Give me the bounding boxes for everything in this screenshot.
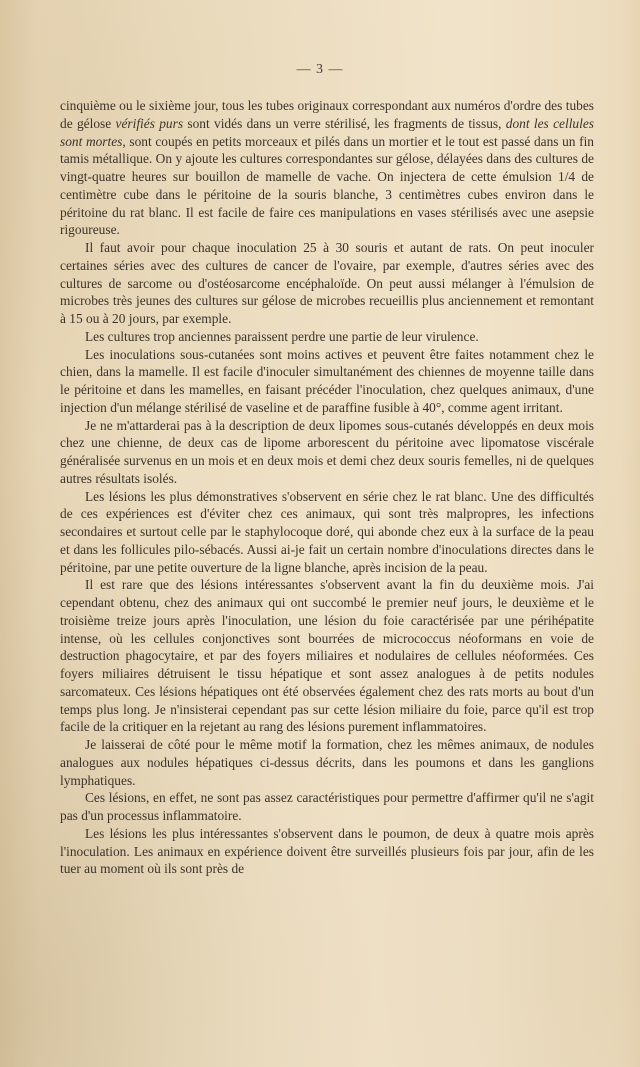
- paragraph-8: Je laisserai de côté pour le même motif la formation, chez les mêmes animaux, de nodules analogues aux nodules hépatiques ci-dessus décrits, dans les poumons et dans les ganglions lymphatiques.: [60, 737, 594, 788]
- paragraph-1-text-a: cinquième ou le sixième jour, tous les tubes originaux correspondant aux numéros d'ordre des tubes de gélose: [60, 98, 594, 131]
- paragraph-1: [60, 97, 594, 239]
- page-number: — 3 —: [296, 62, 344, 77]
- paragraph-3: Les cultures trop anciennes paraissent perdre une partie de leur virulence.: [85, 328, 479, 344]
- paragraph-1-italic-verifies-purs: vérifiés purs: [115, 115, 184, 131]
- body-text: [60, 97, 594, 878]
- paragraph-1-text-e: , sont coupés en petits morceaux et pilés dans un mortier et le tout est passé dans un fin tamis métallique. On y ajoute les cultures correspondantes sur gélose, délayées dans des cultures de vingt-quatre heures sur bouillon de mamelle de vache. On injectera de cette émulsion 1/4 de centimètre cube dans le péritoine de la souris blanche, 3 centimètres cubes environ dans le péritoine du rat blanc. Il est facile de faire ces manipulations en vases stérilisés avec une asepsie rigoureuse.: [60, 133, 594, 238]
- paragraph-4: Les inoculations sous-cutanées sont moins actives et peuvent être faites notamment chez le chien, dans la mamelle. Il est facile d'inoculer simultanément des chiennes de moyenne taille dans le péritoine et dans les mamelles, en faisant précéder l'inoculation, chez quelques animaux, d'une injection d'un mélange stérilisé de vaseline et de paraffine fusible à 40°, comme agent irritant.: [60, 346, 594, 415]
- paragraph-10: Les lésions les plus intéressantes s'observent dans le poumon, de deux à quatre mois après l'inoculation. Les animaux en expérience doivent être surveillés plusieurs fois par jour, afin de les tuer au moment où ils sont près de: [60, 825, 594, 877]
- paragraph-6: Les lésions les plus démonstratives s'observent en série chez le rat blanc. Une des difficultés de ces expériences est d'éviter chez ces animaux, qui sont très malpropres, les infections secondaires et surtout celle par le staphylocoque doré, qui abonde chez eux à la surface de la peau et dans les follicules pilo-sébacés. Aussi ai-je fait un certain nombre d'inoculations directes dans le péritoine, par une petite ouverture de la ligne blanche, après incision de la peau.: [60, 488, 594, 575]
- paragraph-1-italic-cellules-mortes: dont les cellules sont mortes: [60, 115, 594, 149]
- paragraph-1-text-c: sont vidés dans un verre stérilisé, les fragments de tissus,: [183, 115, 506, 131]
- paragraph-5: Je ne m'attarderai pas à la description de deux lipomes sous-cutanés développés en deux mois chez une chienne, de deux cas de lipome arborescent du péritoine avec lipomatose viscérale généralisée survenus en un mois et en deux mois et demi chez deux souris femelles, ni de quelques autres résultats isolés.: [60, 417, 594, 486]
- paragraph-2: Il faut avoir pour chaque inoculation 25 à 30 souris et autant de rats. On peut inoculer certaines séries avec des cultures de cancer de l'ovaire, par exemple, d'autres séries avec des cultures de sarcome ou d'ostéosarcome encéphaloïde. On peut aussi mélanger à l'émulsion de microbes très jeunes des cultures sur gélose de microbes recueillis plus anciennement et remontant à 15 ou à 20 jours, par exemple.: [60, 240, 594, 326]
- paragraph-9: Ces lésions, en effet, ne sont pas assez caractéristiques pour permettre d'affirmer qu'il ne s'agit pas d'un processus inflammatoire.: [60, 790, 594, 823]
- paragraph-7: Il est rare que des lésions intéressantes s'observent avant la fin du deuxième mois. J'ai cependant obtenu, chez des animaux qui ont succombé le premier neuf jours, le deuxième et le troisième treize jours après l'inoculation, une lésion du foie caractérisée par une périhépatite intense, où les cellules conjonctives sont bourrées de micrococcus néoformans en voie de destruction phagocytaire, et par des foyers miliaires et nodulaires de cellules néoformées. Ces foyers miliaires détruisent le tissu hépatique et sont assez analogues à de petits nodules sarcomateux. Ces lésions hépatiques ont été observées également chez des rats morts au bout d'un temps plus long. Je n'insisterai cependant pas sur cette lésion miliaire du foie, parce qu'il est trop facile de la critiquer en la rejetant au rang des lésions purement inflammatoires.: [60, 577, 594, 735]
